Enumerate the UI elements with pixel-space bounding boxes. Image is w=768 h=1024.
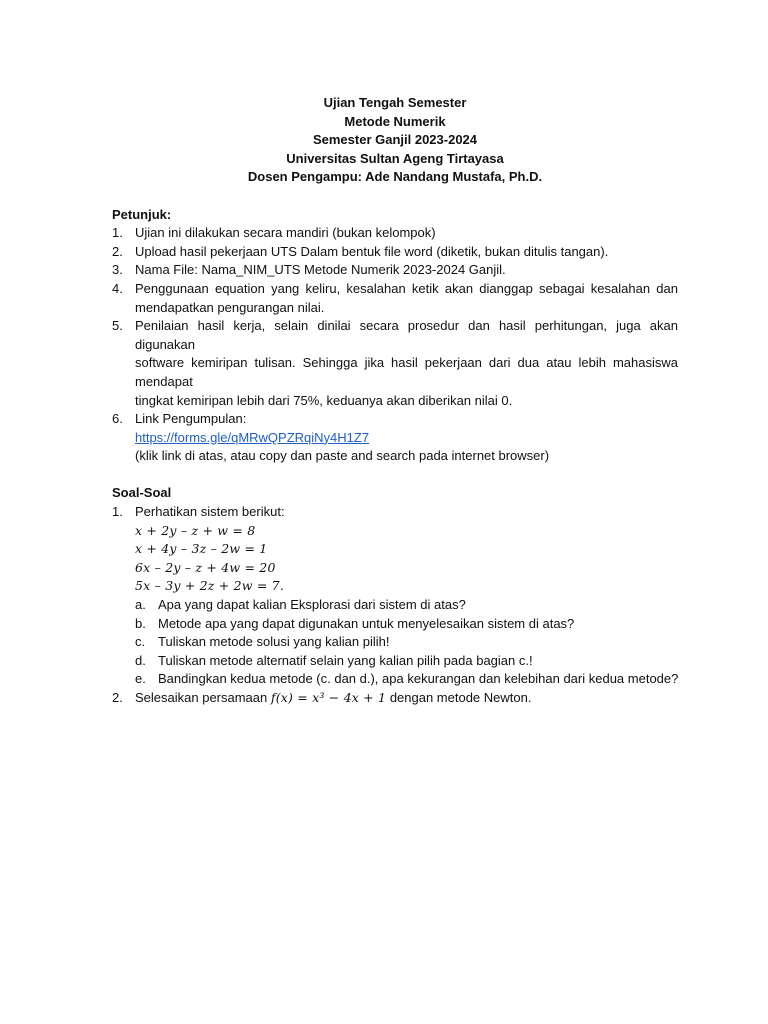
item-text-line: mendapatkan pengurangan nilai. [135,299,325,315]
item-text-line: software kemiripan tulisan. Sehingga jika hasil pekerjaan dari dua atau lebih mahasiswa mendapat [135,355,678,389]
question-prefix: Selesaikan persamaan [135,690,268,705]
item-text-line: Penggunaan equation yang keliru, kesalahan ketik akan dianggap sebagai kesalahan dan [135,280,678,296]
equation-1: x + 2y – z + w = 8 [135,522,256,538]
equation-2: x + 4y – 3z – 2w = 1 [135,541,268,557]
question-number: 1. [112,504,123,520]
sub-letter: e. [135,671,146,687]
item-number: 2. [112,243,123,259]
petunjuk-item-6 [112,410,678,466]
question-intro: Perhatikan sistem berikut: [135,504,285,520]
sub-letter: b. [135,615,146,631]
title-lecturer: Dosen Pengampu: Ade Nandang Mustafa, Ph.D. [247,169,543,185]
title-semester: Semester Ganjil 2023-2024 [312,132,478,148]
sub-text: Metode apa yang dapat digunakan untuk menyelesaikan sistem di atas? [158,615,575,631]
sub-letter: c. [135,634,146,650]
soal-heading: Soal-Soal [112,485,172,501]
item-number: 6. [112,411,123,427]
sub-text: Tuliskan metode solusi yang kalian pilih! [158,634,390,650]
title-course: Metode Numerik [344,113,446,129]
equation-3: 6x – 2y – z + 4w = 20 [135,559,276,575]
sub-question-e [135,670,678,689]
item-number: 3. [112,262,123,278]
equation-4: 5x – 3y + 2z + 2w = 7. [135,578,284,594]
sub-question-b [135,615,678,634]
petunjuk-item-3 [112,261,678,280]
item-text-line: Penilaian hasil kerja, selain dinilai secara prosedur dan hasil perhitungan, juga akan digunakan [135,318,678,352]
sub-text: Tuliskan metode alternatif selain yang kalian pilih pada bagian c.! [158,652,533,668]
sub-text: Apa yang dapat kalian Eksplorasi dari sistem di atas? [158,597,466,613]
link-note: (klik link di atas, atau copy dan paste and search pada internet browser) [135,448,550,464]
item-number: 4. [112,280,123,296]
item-text: Link Pengumpulan: [135,411,247,427]
question-equation: f(x) = x³ − 4x + 1 [270,690,387,705]
title-exam: Ujian Tengah Semester [323,95,467,110]
sub-question-a [135,596,678,615]
question-number: 2. [112,690,123,705]
sub-letter: a. [135,597,146,613]
sub-question-c [135,633,678,652]
sub-question-d [135,652,678,671]
item-number: 1. [112,225,123,241]
petunjuk-item-4 [112,280,678,317]
question-1 [112,503,678,689]
item-text: Upload hasil pekerjaan UTS Dalam bentuk file word (diketik, bukan ditulis tangan). [135,243,609,259]
item-text: Nama File: Nama_NIM_UTS Metode Numerik 2023-2024 Ganjil. [135,262,506,278]
spacer [112,187,678,206]
petunjuk-item-5 [112,317,678,410]
item-number: 5. [112,318,123,334]
title-university: Universitas Sultan Ageng Tirtayasa [286,150,504,166]
petunjuk-item-1 [112,224,678,243]
item-text-line: tingkat kemiripan lebih dari 75%, keduanya akan diberikan nilai 0. [135,392,513,408]
item-text: Ujian ini dilakukan secara mandiri (bukan kelompok) [135,225,436,241]
petunjuk-item-2 [112,243,678,262]
submission-link[interactable]: https://forms.gle/qMRwQPZRqiNy4H1Z7 [135,429,370,445]
sub-letter: d. [135,652,146,668]
petunjuk-heading: Petunjuk: [112,206,172,222]
exam-document [112,94,678,708]
sub-text: Bandingkan kedua metode (c. dan d.), apa kekurangan dan kelebihan dari kedua metode? [158,671,679,687]
question-2 [112,689,678,708]
spacer [112,466,678,485]
question-suffix: dengan metode Newton. [389,690,532,705]
